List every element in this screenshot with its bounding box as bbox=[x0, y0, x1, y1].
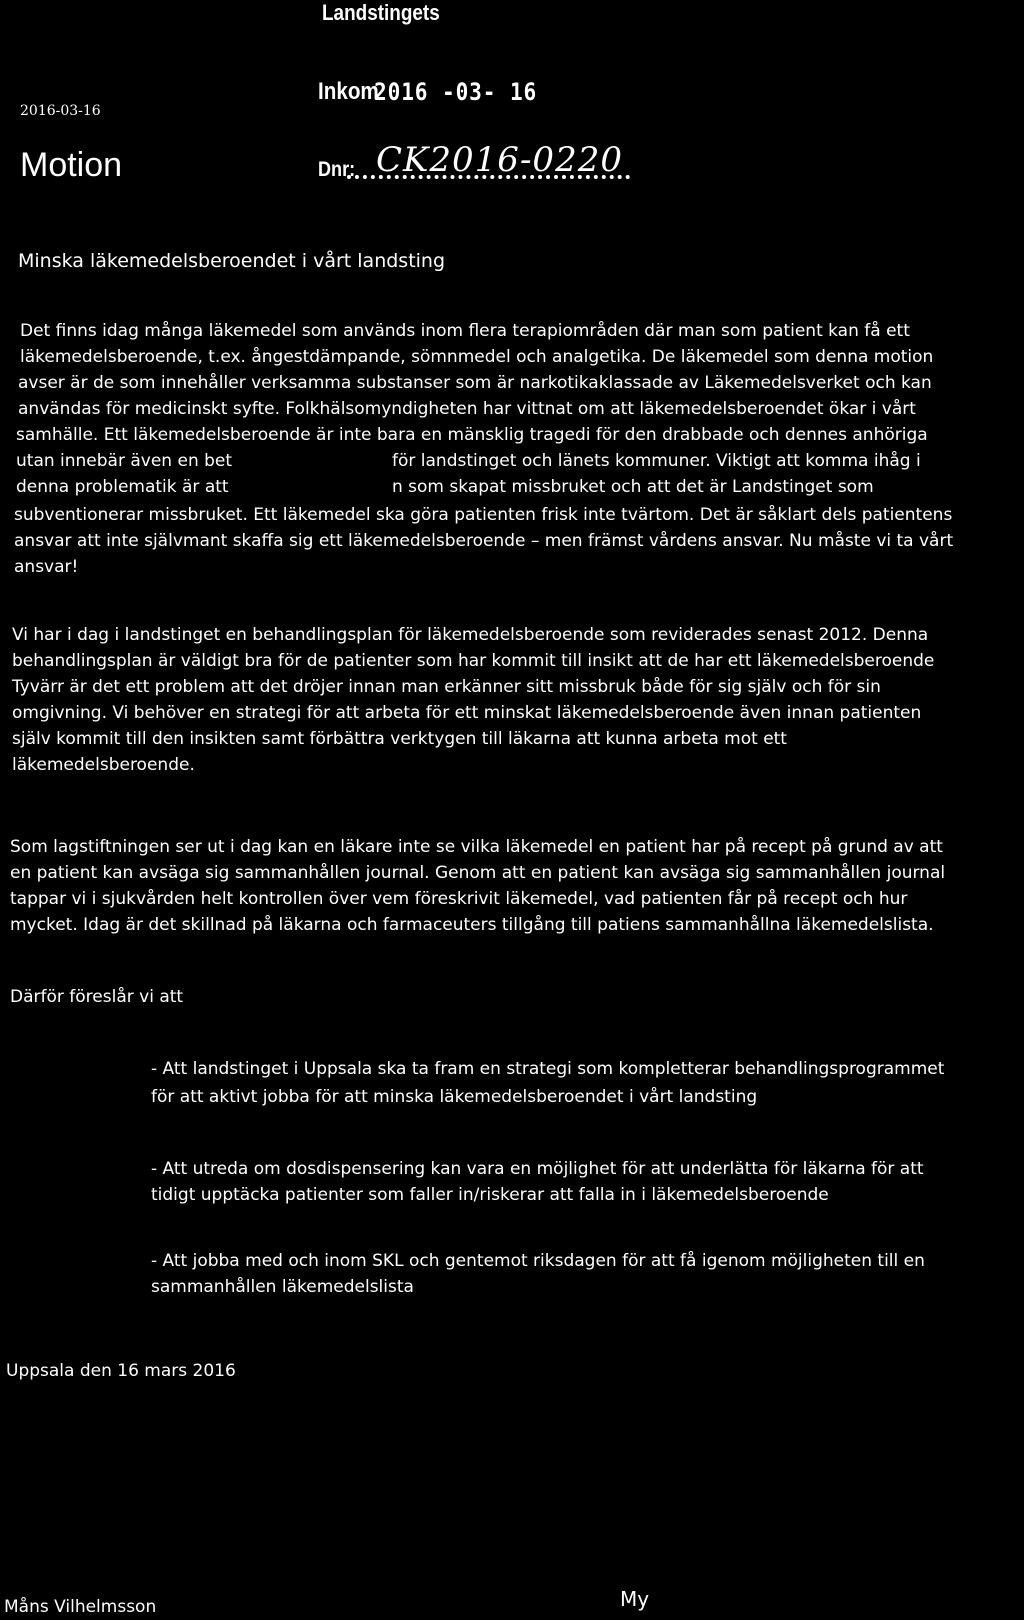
paragraph-line: subventionerar missbruket. Ett läkemedel ska göra patienten frisk inte tvärtom. Det är såklart dels patientens bbox=[14, 505, 953, 525]
paragraph-line: en patient kan avsäga sig sammanhållen journal. Genom att en patient kan avsäga sig sammanhållen journal bbox=[10, 863, 946, 883]
stamp-title: Landstingets bbox=[322, 0, 440, 25]
paragraph-line: omgivning. Vi behöver en strategi för att arbeta för ett minskat läkemedelsberoende även innan patienten bbox=[12, 703, 922, 723]
paragraph-line: samhälle. Ett läkemedelsberoende är inte bara en mänsklig tragedi för den drabbade och dennes anhöriga bbox=[16, 425, 928, 445]
signature-left: Måns Vilhelmsson bbox=[4, 1597, 157, 1617]
paragraph-line: utan innebär även en bet bbox=[16, 451, 233, 471]
document-heading: Minska läkemedelsberoendet i vårt landsting bbox=[18, 250, 446, 272]
proposal-line: - Att landstinget i Uppsala ska ta fram en strategi som kompletterar behandlingsprogrammet bbox=[151, 1059, 945, 1079]
stamp-dnr-label: Dnr: bbox=[318, 158, 356, 181]
paragraph-line: Tyvärr är det ett problem att det dröjer innan man erkänner sitt missbruk både för sig själv och för sin bbox=[12, 677, 881, 697]
paragraph-line: avser är de som innehåller verksamma substanser som är narkotikaklassade av Läkemedelsverket och kan bbox=[18, 373, 932, 393]
document-type: Motion bbox=[20, 146, 123, 184]
paragraph-line: denna problematik är att bbox=[16, 477, 229, 497]
proposal-intro: Därför föreslår vi att bbox=[10, 987, 184, 1007]
proposal-line: - Att jobba med och inom SKL och gentemot riksdagen för att få igenom möjligheten till en bbox=[151, 1251, 925, 1271]
paragraph-line: läkemedelsberoende, t.ex. ångestdämpande, sömnmedel och analgetika. De läkemedel som denna motion bbox=[20, 347, 934, 367]
paragraph-line: Som lagstiftningen ser ut i dag kan en läkare inte se vilka läkemedel en patient har på recept på grund av att bbox=[10, 837, 943, 857]
proposal-line: sammanhållen läkemedelslista bbox=[151, 1277, 414, 1297]
paragraph-line: tappar vi i sjukvården helt kontrollen över vem föreskrivit läkemedel, vad patienten får på recept och hur bbox=[10, 889, 908, 909]
paragraph-line: Vi har i dag i landstinget en behandlingsplan för läkemedelsberoende som reviderades senast 2012. Denna bbox=[12, 625, 929, 645]
paragraph-line: ansvar! bbox=[14, 557, 79, 577]
document-date: 2016-03-16 bbox=[20, 103, 101, 119]
stamp-received-label: Inkom bbox=[318, 78, 379, 105]
signature-right: My bbox=[620, 1587, 650, 1611]
paragraph-line: behandlingsplan är väldigt bra för de patienter som har kommit till insikt att de har ett läkemedelsberoende bbox=[12, 651, 935, 671]
paragraph-line: mycket. Idag är det skillnad på läkarna och farmaceuters tillgång till patiens sammanhållna läkemedelslista. bbox=[10, 915, 934, 935]
place-and-date: Uppsala den 16 mars 2016 bbox=[6, 1361, 236, 1381]
stamp-dnr-handwritten-number: CK2016-0220 bbox=[376, 140, 623, 180]
paragraph-line: ansvar att inte självmant skaffa sig ett läkemedelsberoende – men främst vårdens ansvar. Nu måste vi ta vårt bbox=[14, 531, 954, 551]
proposal-line: tidigt upptäcka patienter som faller in/riskerar att falla in i läkemedelsberoende bbox=[151, 1185, 829, 1205]
proposal-line: - Att utreda om dosdispensering kan vara en möjlighet för att underlätta för läkarna för att bbox=[151, 1159, 924, 1179]
paragraph-line: själv kommit till den insikten samt förbättra verktygen till läkarna att kunna arbeta mot ett bbox=[12, 729, 787, 749]
stamp-received-date: 2016 -03- 16 bbox=[374, 78, 538, 106]
paragraph-line: Det finns idag många läkemedel som används inom flera terapiområden där man som patient kan få ett bbox=[20, 321, 910, 341]
paragraph-line: läkemedelsberoende. bbox=[12, 755, 195, 775]
proposal-line: för att aktivt jobba för att minska läkemedelsberoendet i vårt landsting bbox=[151, 1087, 758, 1107]
paragraph-line: användas för medicinskt syfte. Folkhälsomyndigheten har vittnat om att läkemedelsberoendet ökar i vårt bbox=[18, 399, 916, 419]
paragraph-line: för landstinget och länets kommuner. Viktigt att komma ihåg i bbox=[392, 451, 921, 471]
paragraph-line: n som skapat missbruket och att det är Landstinget som bbox=[392, 477, 874, 497]
